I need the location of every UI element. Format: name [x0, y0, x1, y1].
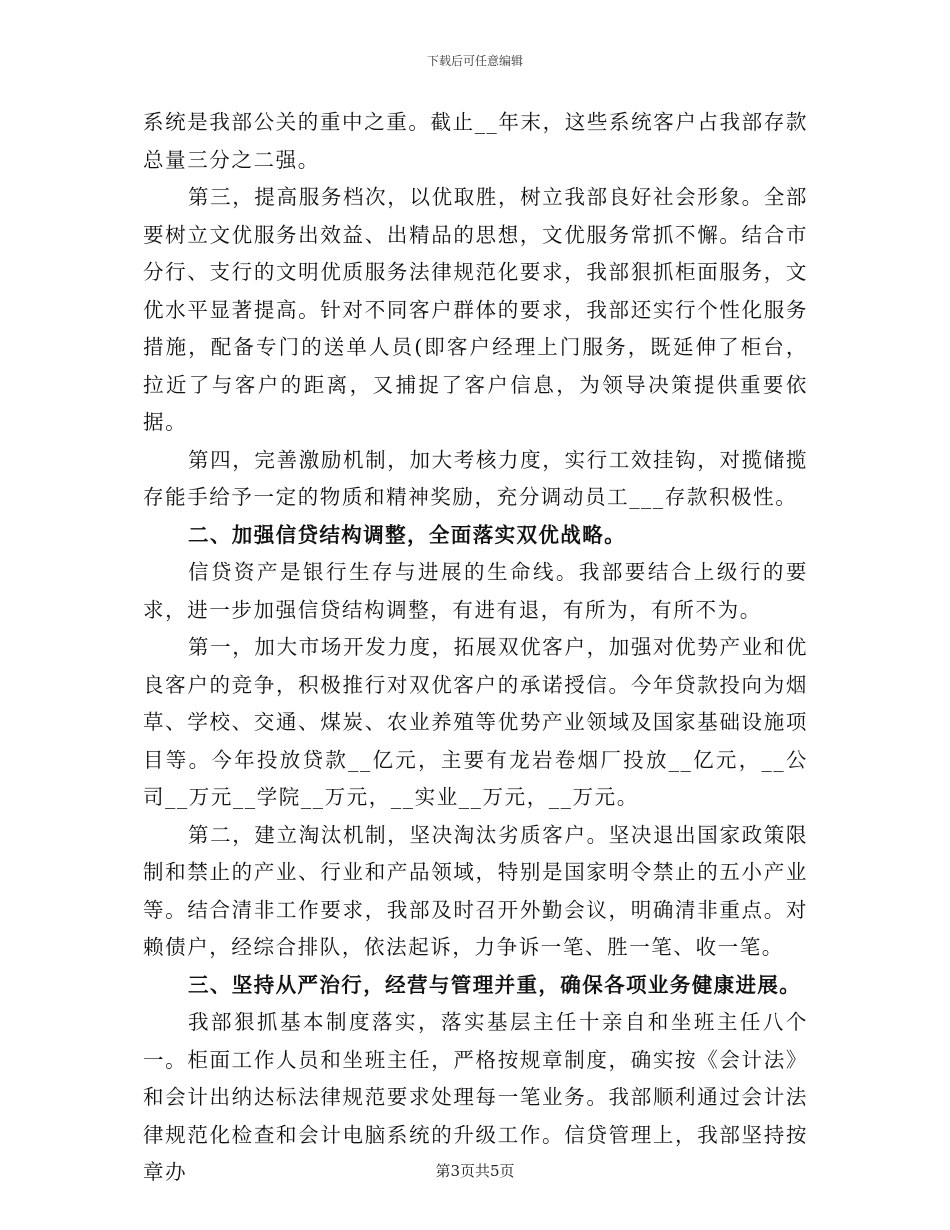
paragraph-basic-system: 我部狠抓基本制度落实，落实基层主任十亲自和坐班主任八个一。柜面工作人员和坐班主任，严格按规章制度，确实按《会计法》和会计出纳达标法律规范要求处理每一笔业务。我部顺利通过会计法律规范化检查和会计电脑系统的升级工作。信贷管理上，我部坚持按章办 [143, 1010, 808, 1184]
paragraph-incentive: 第四，完善激励机制，加大考核力度，实行工效挂钩，对揽储揽存能手给予一定的物质和精神奖励，充分调动员工___存款积极性。 [143, 447, 808, 509]
paragraph-market-development: 第一，加大市场开发力度，拓展双优客户，加强对优势产业和优良客户的竞争，积极推行对双优客户的承诺授信。今年贷款投向为烟草、学校、交通、煤炭、农业养殖等优势产业领域及国家基础设施项目等。今年投放贷款__亿元，主要有龙岩卷烟厂投放__亿元，__公司__万元__学院__万元，__实业__万元，__万元。 [143, 635, 808, 809]
section-heading-strict-management: 三、坚持从严治行，经营与管理并重，确保各项业务健康进展。 [188, 972, 802, 997]
section-heading-credit-structure: 二、加强信贷结构调整，全面落实双优战略。 [188, 522, 626, 547]
paragraph-continuation: 系统是我部公关的重中之重。截止__年末，这些系统客户占我部存款总量三分之二强。 [143, 110, 808, 172]
paragraph-service-level: 第三，提高服务档次，以优取胜，树立我部良好社会形象。全部要树立文优服务出效益、出精品的思想，文优服务常抓不懈。结合市分行、支行的文明优质服务法律规范化要求，我部狠抓柜面服务，文优水平显著提高。针对不同客户群体的要求，我部还实行个性化服务措施，配备专门的送单人员(即客户经理上门服务，既延伸了柜台，拉近了与客户的距离，又捕捉了客户信息，为领导决策提供重要依据。 [143, 185, 808, 434]
paragraph-elimination: 第二，建立淘汰机制，坚决淘汰劣质客户。坚决退出国家政策限制和禁止的产业、行业和产品领域，特别是国家明令禁止的五小产业等。结合清非工作要求，我部及时召开外勤会议，明确清非重点。对赖债户，经综合排队，依法起诉，力争诉一笔、胜一笔、收一笔。 [143, 822, 808, 959]
page-header: 下载后可任意编辑 [426, 54, 523, 68]
document-body [143, 104, 808, 1192]
page-number: 第3页共5页 [435, 1162, 515, 1180]
paragraph-credit-assets: 信贷资产是银行生存与进展的生命线。我部要结合上级行的要求，进一步加强信贷结构调整，有进有退，有所为，有所不为。 [143, 560, 808, 622]
